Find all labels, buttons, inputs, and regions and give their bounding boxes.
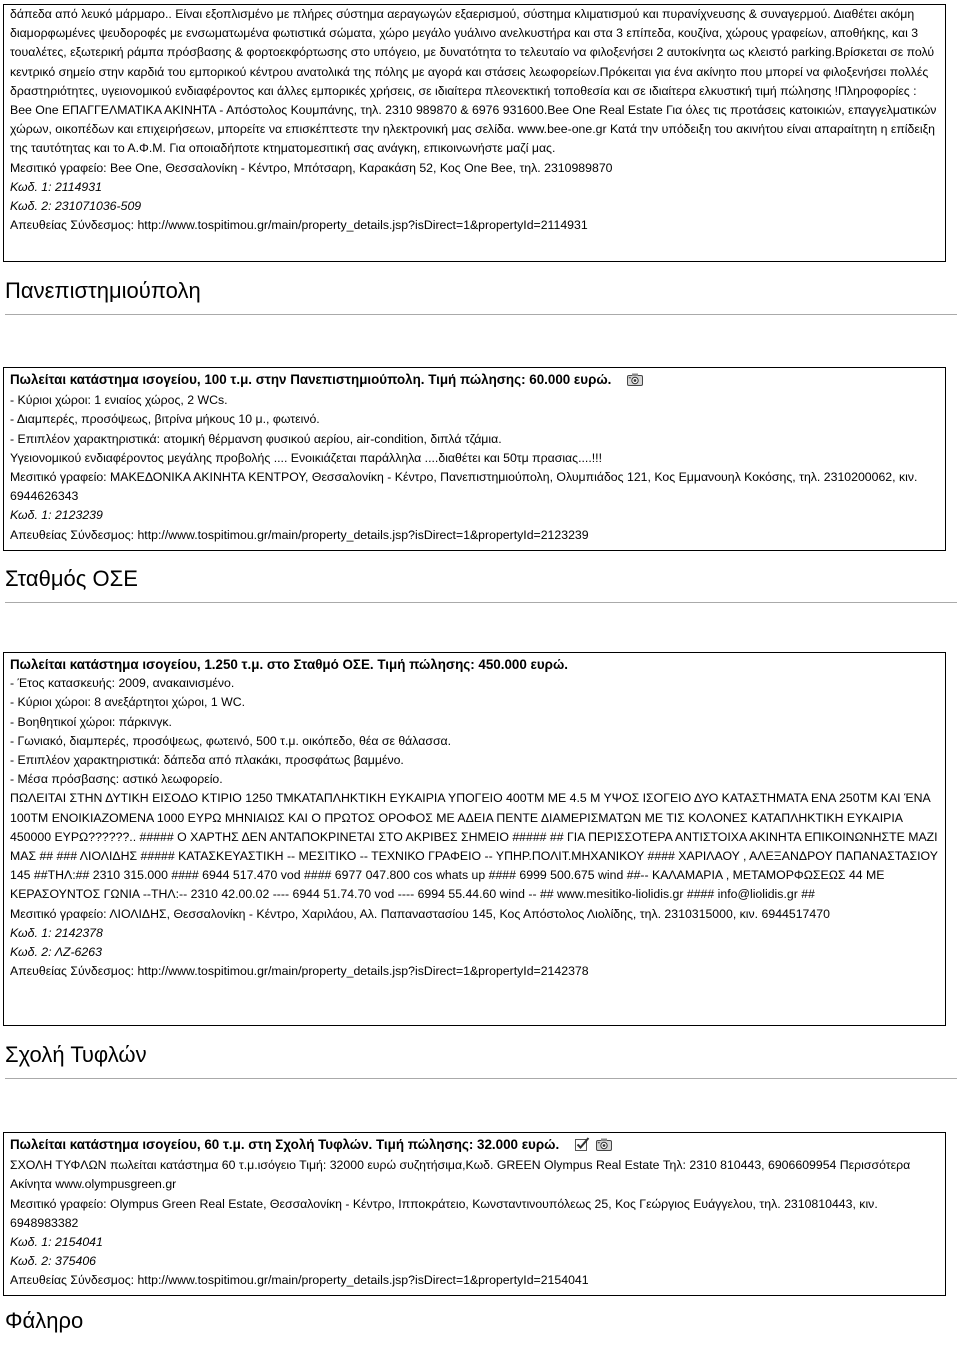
listing-line: - Κύριοι χώροι: 8 ανεξάρτητοι χώροι, 1 WC. [10,695,246,710]
listing-code-1: Κωδ. 1: 2154041 [10,1235,103,1250]
listing-line: - Έτος κατασκευής: 2009, ανακαινισμένο. [10,676,235,691]
listing-line: - Επιπλέον χαρακτηριστικά: δάπεδα από πλακάκι, προσφάτως βαμμένο. [10,753,404,768]
listing-description: δάπεδα από λευκό μάρμαρο.. Είναι εξοπλισμένο με πλήρες σύστημα αεραγωγών εξαερισμού, σύστημα κλιματισμού και πυρανίχνευσης & συναγερμού. Διαθέτει ακόμη διαμορφωμένες ψευδοροφές με ενσωματωμένα φωτιστικά σώματα, χώρο μεγάλο γυάλινο ανελκυστήρα και στα 3 επίπεδα, κουζίνα, χώρους γραφείων, αποθήκης, και 3 τουαλέτες, εξωτερική ράμπα πρόσβασης & φορτοεκφόρτωσης στο υπόγειο, με δυνατότητα το τελευταίο να φιλοξενήσει 2 αυτοκίνητα ως κλειστό parking.Βρίσκεται σε πολύ κεντρικό σημείο στην καρδιά του εμπορικού κέντρου ανατολικά της πόλης με αγορά και στάσεις λεωφορείων.Πρόκειται για ένα ακίνητο που μπορεί να φιλοξενήσει πολλές δραστηριότητες, υγειονομικού ενδιαφέροντος και άλλες εμπορικές χρήσεις, σε ιδιαίτερα πλεονεκτική τοποθεσία και σε ιδιαίτερα ελκυστική τιμή πώλησης !Πληροφορίες : Bee One ΕΠΑΓΓΕΛΜΑΤΙΚΑ ΑΚΙΝΗΤΑ - Απόστολος Κουμπάνης, τηλ. 2310 989870 & 6976 931600.Bee One Real Estate Για όλες τις προτάσεις κατοικιών, επαγγελματικών χώρων, οικοπέδων και επιχειρήσεων, μπορείτε να επισκέπτεστε την ηλεκτρονική μας σελίδα. www.bee-one.gr Κατά την υπόδειξη του ακινήτου είναι απαραίτητη η επίδειξη της ταυτότητας και το Α.Φ.Μ. Για οποιαδήποτε κτηματομεσιτική σας ανάγκη, επικοινωνήστε μαζί μας. [10,7,937,156]
section-heading-scholi-tyflon: Σχολή Τυφλών [5,1042,147,1067]
section-heading-faliro: Φάληρο [5,1308,84,1333]
listing-agency: Μεσιτικό γραφείο: ΛΙΟΛΙΔΗΣ, Θεσσαλονίκη - Κέντρο, Χαριλάου, Αλ. Παπαναστασίου 145, Κος Απόστολος Λιολίδης, τηλ. 2310315000, κιν. 6944517470 [10,906,830,921]
listing-description: ΠΩΛΕΙΤΑΙ ΣΤΗΝ ΔΥΤΙΚΗ ΕΙΣΟΔΟ ΚΤΙΡΙΟ 1250 ΤΜΚΑΤΑΠΛΗΚΤΙΚΗ ΕΥΚΑΙΡΙΑ ΥΠΟΓΕΙΟ 400ΤΜ ΜΕ 4.5 Μ ΥΨΟΣ ΙΣΟΓΕΙΟ ΔΥΟ ΚΑΤΑΣΤΗΜΑΤΑ ΕΝΑ 250ΤΜ ΚΑΙ ΈΝΑ 100ΤΜ ΕΝΟΙΚΙΑΖΟΜΕΝΑ 1000 ΕΥΡΩ ΜΗΝΙΑΙΩΣ ΚΑΙ Ο ΠΡΩΤΟΣ ΟΡΟΦΟΣ ΜΕ ΑΔΕΙΑ ΠΕΝΤΕ ΔΙΑΜΕΡΙΣΜΑΤΩΝ ΜΕ ΤΙΣ ΚΟΛΟΝΕΣ ΚΑΤΑΠΛΗΚΤΙΚΗ ΕΥΚΑΙΡΙΑ 450000 ΕΥΡΩ??????.. ##### Ο ΧΑΡΤΗΣ ΔΕΝ ΑΝΤΑΠΟΚΡΙΝΕΤΑΙ ΣΤΟ ΑΚΡΙΒΕΣ ΣΗΜΕΙΟ ##### ## ΓΙΑ ΠΕΡΙΣΣΟΤΕΡΑ ΑΝΤΙΣΤΟΙΧΑ ΑΚΙΝΗΤΑ ΕΠΙΚΟΙΝΩΝΗΣΤΕ ΜΑΖΙ ΜΑΣ ## ### ΛΙΟΛΙΔΗΣ ##### ΚΑΤΑΣΚΕΥΑΣΤΙΚΗ -- ΜΕΣΙΤΙΚΟ -- ΤΕΧΝΙΚΟ ΓΡΑΦΕΙΟ -- ΥΠΗΡ.ΠΟΛΙΤ.ΜΗΧΑΝΙΚΟΥ #### ΧΑΡΙΛΑΟΥ , ΑΛΕΞΑΝΔΡΟΥ ΠΑΠΑΝΑΣΤΑΣΙΟΥ 145 ##ΤΗΛ:## 2310 315.000 #### 6944 517.470 vod #### 6977 047.800 cos whats up #### 6999 500.675 wind ##-- ΚΑΛΑΜΑΡΙΑ , ΜΕΤΑΜΟΡΦΩΣΕΩΣ 44 ΜΕ ΚΕΡΑΣΟΥΝΤΟΣ ΓΩΝΙΑ --ΤΗΛ:-- 2310 42.00.02 ---- 6944 51.74.70 vod ---- 6994 55.44.60 wind -- ## www.mesitiko-liolidis.gr #### info@liolidis.gr ## [10,791,938,902]
section-heading-panepistimioupoli: Πανεπιστημιούπολη [5,278,201,303]
listing-code-1: Κωδ. 1: 2142378 [10,925,103,940]
listing-line: - Κύριοι χώροι: 1 ενιαίος χώρος, 2 WCs. [10,393,228,408]
listing-title: Πωλείται κατάστημα ισογείου, 1.250 τ.μ. στο Σταθμό ΟΣΕ. Τιμή πώλησης: 450.000 ευρώ. [10,657,568,672]
section-heading-stathmos-ose: Σταθμός ΟΣΕ [5,566,138,591]
listing-direct-link[interactable]: Απευθείας Σύνδεσμος: http://www.tospitimou.gr/main/property_details.jsp?isDirect=1&propertyId=2154041 [10,1273,589,1288]
listing-agency: Μεσιτικό γραφείο: Bee One, Θεσσαλονίκη - Κέντρο, Μπότσαρη, Καρακάση 52, Κος One Bee, τηλ. 2310989870 [10,160,613,175]
listing-title: Πωλείται κατάστημα ισογείου, 100 τ.μ. στην Πανεπιστημιούπολη. Τιμή πώλησης: 60.000 ευρώ. [10,370,939,391]
listing-direct-link[interactable]: Απευθείας Σύνδεσμος: http://www.tospitimou.gr/main/property_details.jsp?isDirect=1&propertyId=2114931 [10,218,588,233]
listing-code-2: Κωδ. 2: ΛΖ-6263 [10,945,102,960]
listing-code-2: Κωδ. 2: 375406 [10,1254,97,1269]
listing-line: - Γωνιακό, διαμπερές, προσόψεως, φωτεινό, 500 τ.μ. οικόπεδο, θέα σε θάλασσα. [10,733,452,748]
listing-line: - Επιπλέον χαρακτηριστικά: ατομική θέρμανση φυσικού αερίου, air-condition, διπλά τζάμια. [10,431,502,446]
section-divider [5,602,957,603]
listing-direct-link[interactable]: Απευθείας Σύνδεσμος: http://www.tospitimou.gr/main/property_details.jsp?isDirect=1&propertyId=2123239 [10,527,589,542]
listing-title: Πωλείται κατάστημα ισογείου, 60 τ.μ. στη Σχολή Τυφλών. Τιμή πώλησης: 32.000 ευρώ. [10,1135,939,1156]
listing-direct-link[interactable]: Απευθείας Σύνδεσμος: http://www.tospitimou.gr/main/property_details.jsp?isDirect=1&propertyId=2142378 [10,964,589,979]
listing-description: ΣΧΟΛΗ ΤΥΦΛΩΝ πωλείται κατάστημα 60 τ.μ.ισόγειο Τιμή: 32000 ευρώ συζητήσιμα,Κωδ. GREEN Olympus Real Estate Τηλ: 2310 810443, 6906609954 Περισσότερα Ακίνητα www.olympusgreen.gr [10,1158,911,1192]
section-divider [5,1078,957,1079]
listing-code-2: Κωδ. 2: 231071036-509 [10,199,142,214]
section-divider [5,314,957,315]
camera-icon[interactable] [627,372,643,391]
listing-code-1: Κωδ. 1: 2123239 [10,508,103,523]
listing-line: - Βοηθητικοί χώροι: πάρκινγκ. [10,714,172,729]
listing-line: - Μέσα πρόσβασης: αστικό λεωφορείο. [10,772,223,787]
checkbox-checked-icon [575,1137,590,1156]
listing-card-top [3,4,946,262]
listing-agency: Μεσιτικό γραφείο: Olympus Green Real Estate, Θεσσαλονίκη - Κέντρο, Ιπποκράτειο, Κωνσταντινουπόλεως 25, Κος Γεώργιος Ευάγγελου, τηλ. 2310810443, κιν. 6948983382 [10,1196,878,1230]
camera-icon[interactable] [596,1137,612,1156]
listing-card-scholi-tyflon [3,1132,946,1296]
listing-card-stathmos-ose [3,652,946,1026]
listing-code-1: Κωδ. 1: 2114931 [10,179,102,194]
listing-agency: Μεσιτικό γραφείο: ΜΑΚΕΔΟΝΙΚΑ ΑΚΙΝΗΤΑ ΚΕΝΤΡΟΥ, Θεσσαλονίκη - Κέντρο, Πανεπιστημιούπολη, Ολυμπιάδος 121, Κος Εμμανουηλ Κοκόσης, τηλ. 2310200062, κιν. 6944626343 [10,470,918,504]
listing-line: Υγειονομικού ενδιαφέροντος μεγάλης προβολής .... Ενοικιάζεται παράλληλα ....διαθέτει και 50τμ πρασιας....!!! [10,450,602,465]
listing-card-panepistimioupoli [3,367,946,551]
listing-line: - Διαμπερές, προσόψεως, βιτρίνα μήκους 10 μ., φωτεινό. [10,412,320,427]
